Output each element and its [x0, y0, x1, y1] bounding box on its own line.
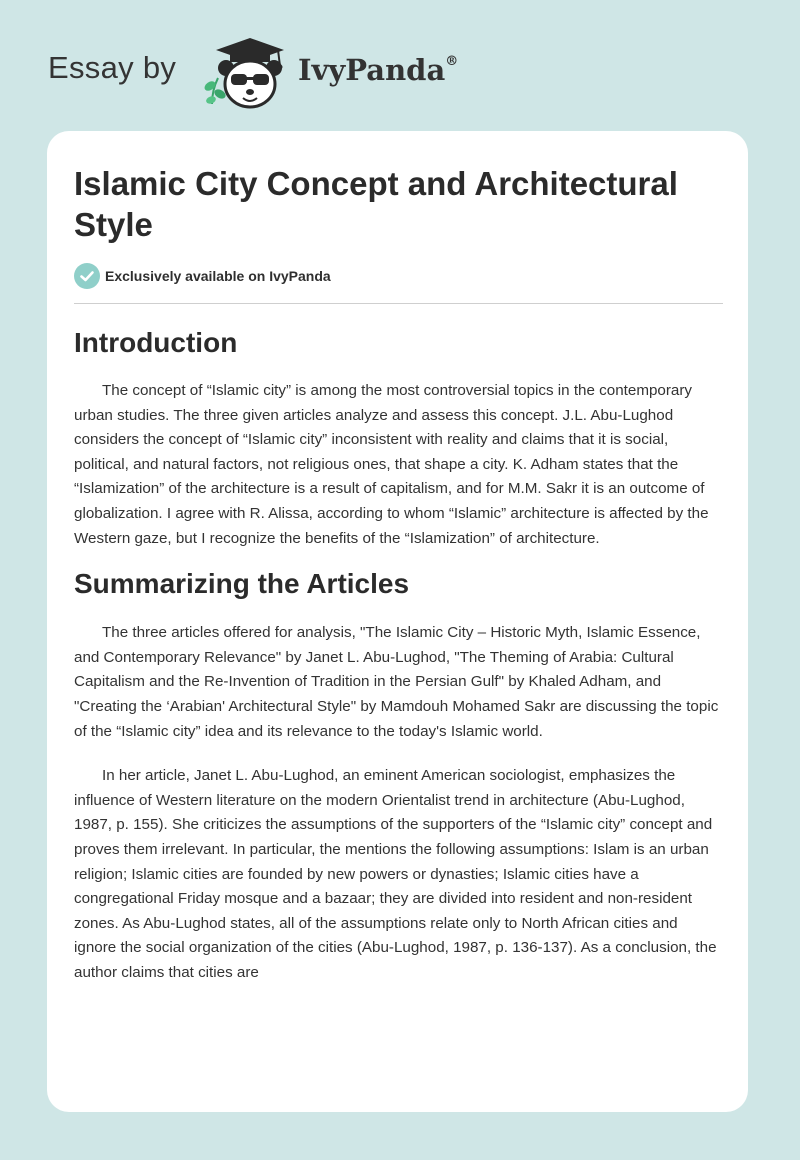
registered-mark: ®: [445, 54, 459, 70]
paragraph: The concept of “Islamic city” is among the most controversial topics in the contemporary urban studies. The three given articles analyze and assess this concept. J.L. Abu-Lughod considers the concept of “Islamic city” inconsistent with reality and claims that it is social, political, and natural factors, not religious ones, that shape a city. K. Adham states that the “Islamization” of the architecture is a result of capitalism, and for M.M. Sakr it is an outcome of globalization. I agree with R. Alissa, according to whom “Islamic” architecture is affected by the Western gaze, but I recognize the benefits of the “Islamization” of architecture.: [74, 382, 709, 547]
brand-header[interactable]: [48, 34, 508, 110]
exclusive-label: Exclusively available on IvyPanda: [105, 268, 331, 284]
paragraph: The three articles offered for analysis, "The Islamic City – Historic Myth, Islamic Essence, and Contemporary Relevance" by Janet L. Abu-Lughod, "The Theming of Arabia: Cultural Capitalism and the Re-Invention of Tradition in the Persian Gulf" by Khaled Adham, and "Creating the ‘Arabian' Architectural Style" by Mamdouh Mohamed Sakr are discussing the topic of the “Islamic city” idea and its relevance to the today's Islamic world.: [74, 624, 719, 740]
section-heading-introduction: Introduction: [74, 327, 238, 358]
section-heading-summarizing: Summarizing the Articles: [74, 568, 410, 600]
title-divider: [74, 303, 723, 304]
brand-prefix: Essay by: [48, 50, 177, 85]
exclusive-badge: [74, 263, 331, 289]
essay-card: [47, 131, 748, 1112]
paragraph: In her article, Janet L. Abu-Lughod, an eminent American sociologist, emphasizes the influence of Western literature on the modern Orientalist trend in architecture (Abu-Lughod, 1987, p. 155). She criticizes the assumptions of the supporters of the “Islamic city” concept and proves them irrelevant. In particular, the mentions the following assumptions: Islam is an urban religion; Islamic cities are founded by new powers or dynasties; Islamic cities have a congregational Friday mosque and a bazaar; they are divided into resident and non-resident zones. As Abu-Lughod states, all of the assumptions relate only to North African cities and ignore the social organization of the cities (Abu-Lughod, 1987, p. 136-137). As a conclusion, the author claims that cities are: [74, 767, 717, 981]
panda-graduate-logo-icon: [200, 34, 292, 110]
check-circle-icon: [74, 263, 100, 289]
brand-name-text: IvyPanda: [298, 53, 446, 87]
brand-name: [298, 53, 458, 87]
page-title: Islamic City Concept and Architectural Style: [74, 165, 678, 243]
essay-content: [74, 321, 724, 985]
